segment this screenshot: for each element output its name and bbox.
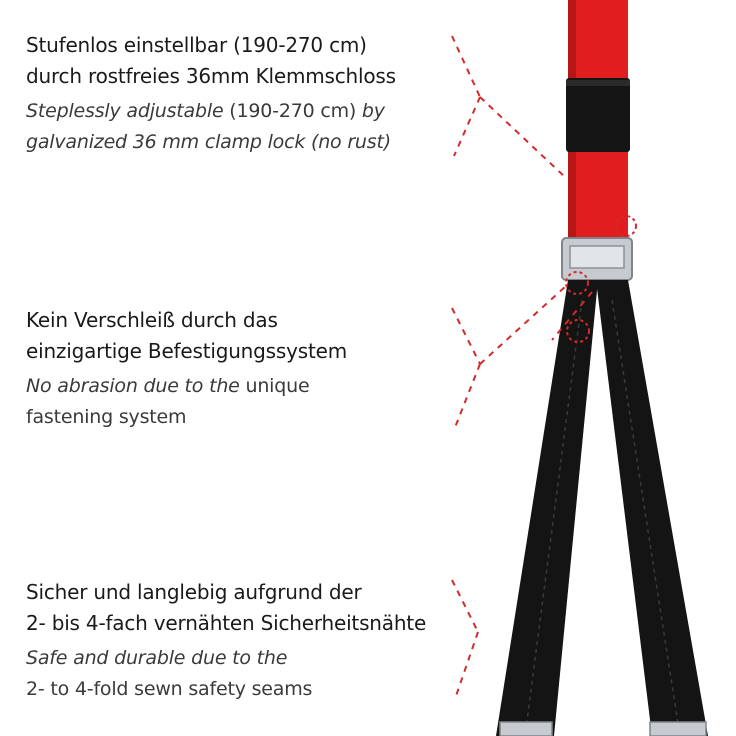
clamp-buckle-inner: [570, 246, 624, 268]
feature-en-text: [26, 371, 466, 433]
de-line-2: einzigartige Befestigungssystem: [26, 339, 347, 363]
de-line-1: Sicher und langlebig aufgrund der: [26, 580, 362, 604]
black-strap-left: [496, 280, 598, 736]
feature-safety-seams: [26, 577, 466, 705]
bottom-metal-right: [650, 722, 706, 736]
feature-en-text: [26, 96, 466, 158]
strap-keeper-loop: [566, 78, 630, 152]
en-italic-1: Safe and durable due to the: [26, 647, 288, 669]
callout-lines-1: [452, 36, 566, 178]
keeper-shine: [566, 80, 630, 86]
en-normal-2: 2- to 4-fold sewn safety seams: [26, 678, 313, 700]
de-line-1: Kein Verschleiß durch das: [26, 308, 278, 332]
feature-en-text: [26, 643, 466, 705]
feature-de-text: [26, 577, 466, 639]
feature-no-abrasion: [26, 305, 466, 433]
feature-adjustable: [26, 30, 466, 158]
en-italic-1: No abrasion due to the: [26, 375, 240, 397]
en-normal-1: unique: [239, 375, 310, 397]
en-italic-2: galvanized 36 mm clamp lock (no rust): [26, 131, 391, 153]
de-line-2: 2- bis 4-fach vernähten Sicherheitsnähte: [26, 611, 427, 635]
de-line-1: Stufenlos einstellbar (190-270 cm): [26, 33, 367, 57]
black-strap-right: [596, 280, 708, 736]
feature-de-text: [26, 305, 466, 367]
bottom-metal-left: [500, 722, 552, 736]
en-italic-1b: by: [356, 100, 385, 122]
de-line-2: durch rostfreies 36mm Klemmschloss: [26, 64, 396, 88]
feature-de-text: [26, 30, 466, 92]
en-italic-1: Steplessly adjustable: [26, 100, 230, 122]
en-normal-2: fastening system: [26, 406, 187, 428]
en-normal-1: (190-270 cm): [229, 100, 357, 122]
